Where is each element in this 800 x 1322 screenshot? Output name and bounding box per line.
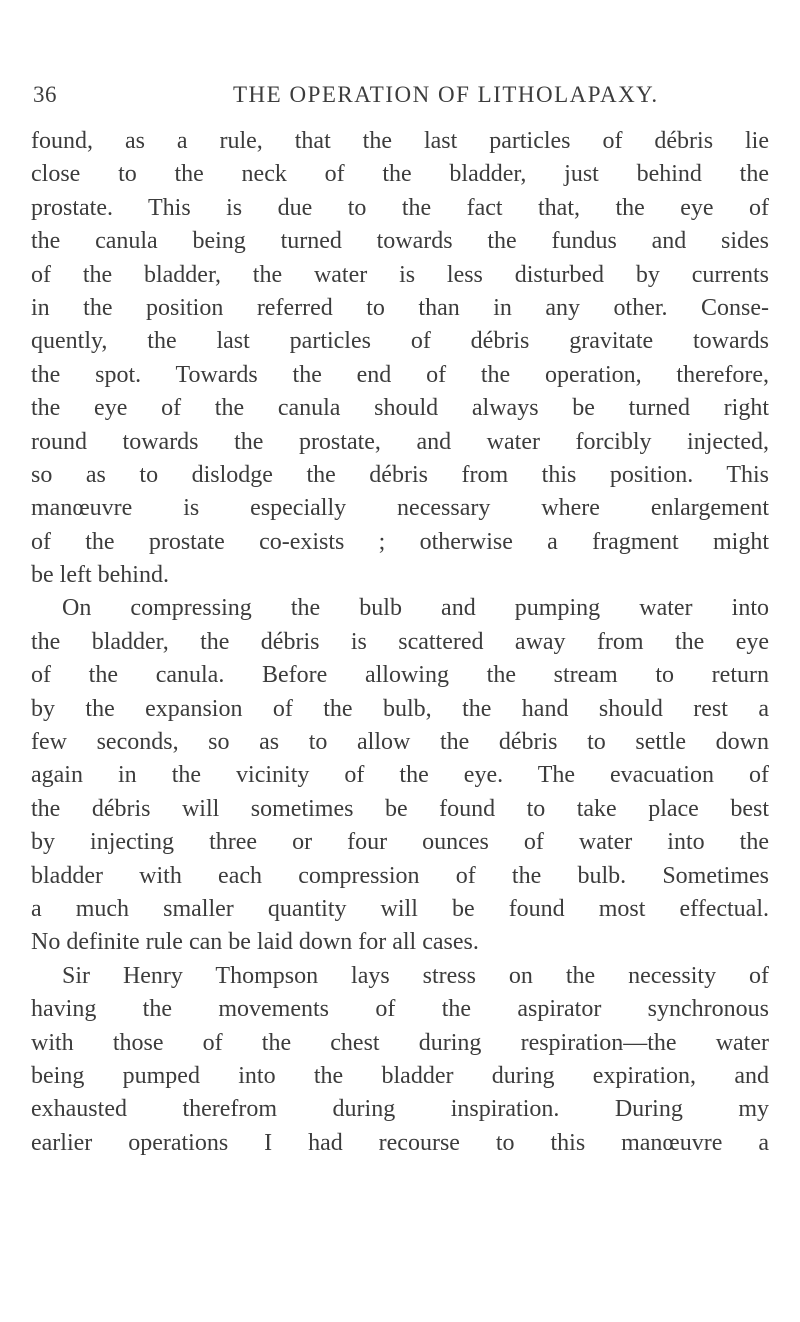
body-text	[31, 125, 769, 1160]
page-number: 36	[33, 82, 57, 107]
text-line: the bladder, the débris is scattered away from the eye	[31, 628, 769, 655]
paragraph-start-line: On compressing the bulb and pumping water into	[62, 595, 769, 622]
text-line: the spot. Towards the end of the operation, therefore,	[31, 361, 769, 388]
running-head	[33, 82, 755, 112]
text-line: bladder with each compression of the bulb. Sometimes	[31, 862, 769, 889]
text-line: a much smaller quantity will be found most effectual.	[31, 895, 769, 922]
text-line: the débris will sometimes be found to take place best	[31, 795, 769, 822]
text-line: quently, the last particles of débris gravitate towards	[31, 328, 769, 355]
text-line: found, as a rule, that the last particles of débris lie	[31, 128, 769, 154]
text-line: in the position referred to than in any other. Conse-	[31, 294, 769, 321]
text-line: earlier operations I had recourse to this manœuvre a	[31, 1129, 769, 1156]
text-line: exhausted therefrom during inspiration. During my	[31, 1096, 769, 1123]
text-line: being pumped into the bladder during expiration, and	[31, 1062, 769, 1089]
text-line: the canula being turned towards the fundus and sides	[31, 228, 769, 255]
text-line: manœuvre is especially necessary where enlargement	[31, 495, 769, 522]
text-line: of the prostate co-exists ; otherwise a fragment might	[31, 528, 769, 555]
text-line: of the canula. Before allowing the stream to return	[31, 662, 769, 689]
text-line: of the bladder, the water is less disturbed by currents	[31, 261, 769, 288]
running-title: THE OPERATION OF LITHOLAPAXY.	[233, 82, 659, 107]
text-line: by injecting three or four ounces of water into the	[31, 829, 769, 856]
text-line: the eye of the canula should always be turned right	[31, 395, 769, 422]
text-line: be left behind.	[31, 562, 169, 589]
text-line: so as to dislodge the débris from this position. This	[31, 461, 769, 488]
text-line: prostate. This is due to the fact that, the eye of	[31, 194, 769, 221]
text-line: by the expansion of the bulb, the hand should rest a	[31, 695, 769, 722]
text-line: close to the neck of the bladder, just behind the	[31, 161, 769, 188]
text-line: again in the vicinity of the eye. The evacuation of	[31, 762, 769, 789]
text-line: round towards the prostate, and water forcibly injected,	[31, 428, 769, 455]
paragraph-start-line: Sir Henry Thompson lays stress on the necessity of	[62, 962, 769, 989]
text-line: No definite rule can be laid down for all cases.	[31, 929, 479, 956]
text-line: having the movements of the aspirator synchronous	[31, 996, 769, 1023]
text-line: with those of the chest during respiration—the water	[31, 1029, 769, 1056]
text-line: few seconds, so as to allow the débris to settle down	[31, 729, 769, 756]
